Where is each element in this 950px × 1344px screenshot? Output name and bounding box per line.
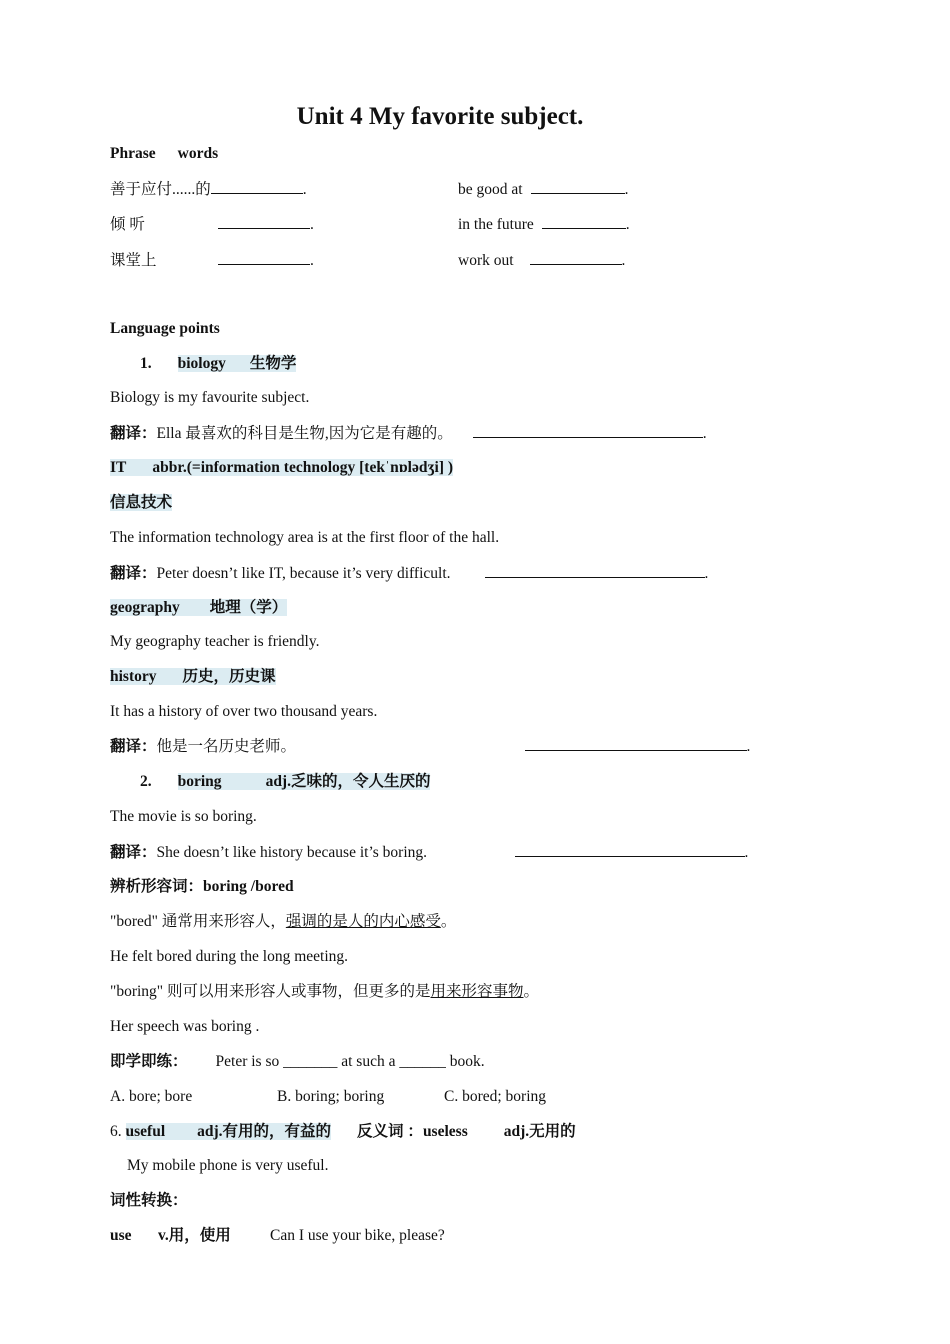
vocab-headword: use [110, 1227, 132, 1244]
answer-blank[interactable] [531, 179, 625, 194]
example-sentence: He felt bored during the long meeting. [110, 948, 349, 965]
pos-heading: 词性转换： [110, 1192, 188, 1209]
phrase-row-3-en [458, 250, 625, 271]
answer-blank[interactable] [473, 423, 703, 438]
vocab-headword: history 历史，历史课 [110, 668, 276, 685]
translate-label: 翻译： [110, 738, 157, 755]
vocab-headword: boring adj.乏味的，令人生厌的 [177, 773, 431, 790]
underlined-text: 强调的是人的内心感受 [285, 913, 441, 930]
blank-dot: . [625, 216, 630, 233]
option-a[interactable]: A. bore; bore [110, 1088, 193, 1105]
underlined-text: 用来形容事物 [430, 983, 524, 1000]
phrase-header [110, 144, 218, 164]
translation-source: Ella 最喜欢的科目是生物,因为它是有趣的。 [156, 425, 453, 442]
option-b[interactable]: B. boring; boring [277, 1088, 385, 1105]
vocab-headword: IT abbr.(=information technology [tekˈnɒlədʒi] ) [110, 459, 454, 476]
phrase-row-2-cn [110, 214, 314, 235]
answer-blank[interactable] [525, 736, 747, 751]
example-sentence: My geography teacher is friendly. [110, 633, 320, 650]
phrase-cn: 课堂上 [110, 252, 157, 269]
phrase-row-3-cn [110, 250, 314, 271]
vocab-useful [110, 1122, 576, 1142]
example-sentence: My mobile phone is very useful. [127, 1157, 329, 1174]
phrase-en: be good at [458, 181, 523, 198]
translate-label: 翻译： [110, 565, 157, 582]
blank-dot: . [310, 252, 314, 269]
antonym-word: useless [422, 1123, 468, 1140]
practice-row [110, 1052, 485, 1072]
phrase-cn: 倾 听 [110, 216, 145, 233]
phrase-row-1-en [458, 179, 628, 200]
vocab-use [110, 1226, 445, 1246]
answer-blank[interactable] [530, 250, 622, 265]
vocab-headword: useful adj.有用的，有益的 [125, 1123, 332, 1140]
bored-note: "bored" 通常用来形容人，强调的是人的内心感受。 [110, 913, 457, 930]
blank-dot: . [621, 252, 626, 269]
vocab-headword: geography 地理（学） [110, 599, 288, 616]
phrase-header-a: Phrase [110, 145, 156, 162]
answer-blank[interactable] [218, 214, 310, 229]
vocab-boring [140, 772, 430, 792]
vocab-it [110, 458, 453, 478]
translation-row: 翻译：Peter doesn’t like IT, because it’s very difficult. . [110, 565, 709, 582]
vocab-headword: biology 生物学 [177, 355, 297, 372]
phrase-header-b: words [177, 145, 219, 162]
vocab-history [110, 667, 276, 687]
example-sentence: It has a history of over two thousand years. [110, 703, 378, 720]
answer-blank[interactable] [515, 842, 745, 857]
item-number: 1. [140, 355, 152, 372]
vocab-def: v.用，使用 [158, 1227, 231, 1244]
answer-blank[interactable] [211, 179, 303, 194]
option-c[interactable]: C. bored; boring [444, 1088, 547, 1105]
translation-source: 他是一名历史老师。 [156, 738, 297, 755]
boring-note: "boring" 则可以用来形容人或事物，但更多的是用来形容事物。 [110, 983, 540, 1000]
phrase-row-2-en [458, 214, 630, 235]
item-number: 2. [140, 773, 152, 790]
practice-options [110, 1087, 546, 1107]
phrase-en: work out [458, 252, 514, 269]
example-sentence: Can I use your bike, please? [270, 1227, 445, 1244]
answer-blank[interactable] [485, 563, 705, 578]
translation-row: 翻译：She doesn’t like history because it’s boring. . [110, 844, 749, 861]
vocab-it-cn: 信息技术 [110, 494, 173, 511]
translate-label: 翻译： [110, 844, 157, 861]
answer-blank[interactable] [542, 214, 626, 229]
translation-row: 翻译：他是一名历史老师。 . [110, 738, 751, 755]
translate-label: 翻译： [110, 425, 157, 442]
example-sentence: The information technology area is at the first floor of the hall. [110, 529, 500, 546]
item-number: 6. [110, 1123, 122, 1140]
blank-dot: . [310, 216, 314, 233]
phrase-row-1-cn [110, 179, 307, 200]
translation-row: 翻译：Ella 最喜欢的科目是生物,因为它是有趣的。 . [110, 425, 707, 442]
translation-source: She doesn’t like history because it’s boring. [156, 844, 428, 861]
blank-dot: . [624, 181, 629, 198]
blank-dot: . [302, 181, 307, 198]
practice-question: Peter is so _______ at such a ______ book. [215, 1053, 485, 1070]
example-sentence: The movie is so boring. [110, 808, 257, 825]
example-sentence: Biology is my favourite subject. [110, 389, 310, 406]
example-sentence: Her speech was boring . [110, 1018, 260, 1035]
distinguish-heading: 辨析形容词：boring /bored [110, 878, 294, 895]
section-heading: Language points [110, 320, 220, 337]
vocab-geography [110, 598, 287, 618]
antonym-def: adj.无用的 [503, 1123, 576, 1140]
phrase-en: in the future [458, 216, 534, 233]
practice-label: 即学即练： [110, 1053, 188, 1070]
answer-blank[interactable] [218, 250, 310, 265]
antonym-label: 反义词 ： [357, 1123, 423, 1140]
translation-source: Peter doesn’t like IT, because it’s very difficult. [156, 565, 451, 582]
phrase-cn: 善于应付......的 [110, 181, 211, 198]
page-title: Unit 4 My favorite subject. [296, 103, 584, 130]
vocab-biology [140, 354, 296, 374]
